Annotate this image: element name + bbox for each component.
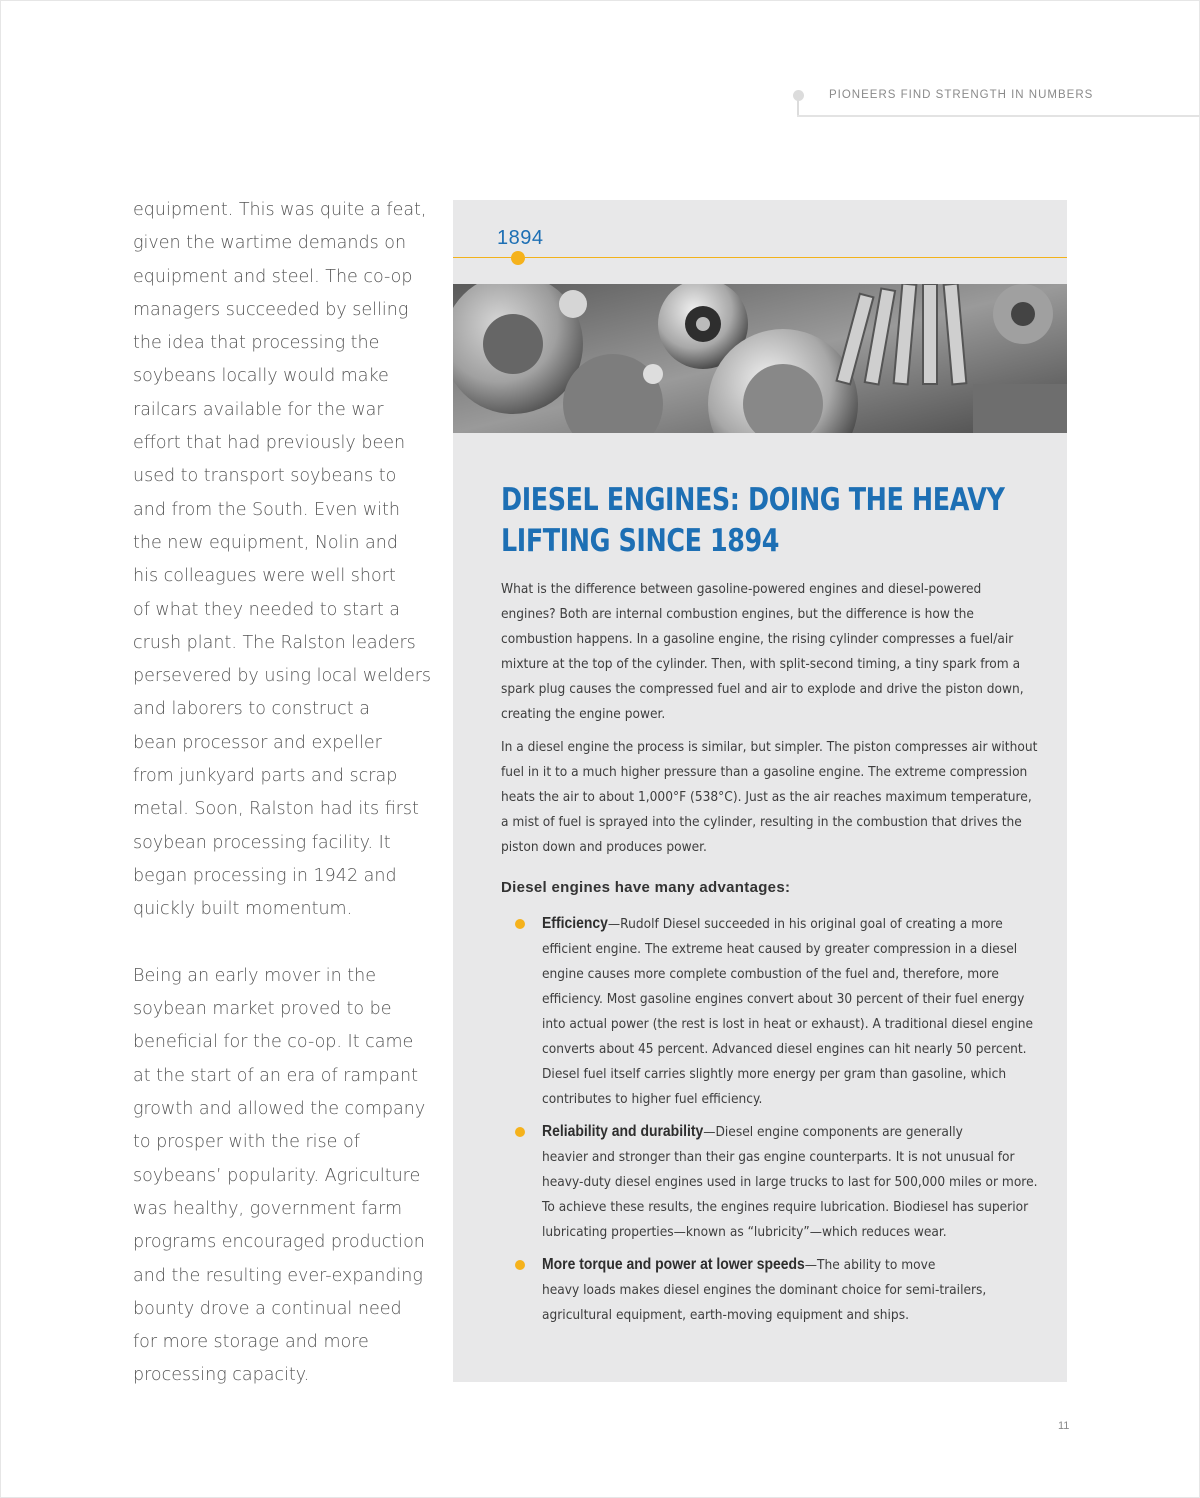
para-line: heavier and stronger than their gas engine counterparts. It is not unusual for (542, 1149, 1015, 1165)
body-line: soybean market proved to be (133, 999, 392, 1020)
diesel-sidebar (453, 200, 1067, 1382)
body-line: effort that had previously been (133, 433, 406, 454)
body-line: persevered by using local welders (133, 666, 432, 687)
para-line: What is the difference between gasoline-powered engines and diesel-powered (501, 581, 982, 597)
para-line: lubricating properties—known as “lubricity”—which reduces wear. (542, 1224, 947, 1240)
body-line: given the wartime demands on (133, 233, 407, 254)
bullet-dot (515, 919, 525, 929)
bullet-dot (515, 1127, 525, 1137)
body-line: at the start of an era of rampant (133, 1065, 418, 1086)
timeline-dot (511, 251, 525, 265)
body-line: and laborers to construct a (133, 699, 370, 720)
body-line: soybeans locally would make (133, 366, 389, 387)
advantage-reliability (542, 1119, 1038, 1245)
body-line: was healthy, government farm (133, 1198, 403, 1219)
diesel-process-paragraph (501, 735, 1038, 860)
body-line: for more storage and more (133, 1332, 369, 1353)
para-line: contributes to higher fuel efficiency. (542, 1091, 763, 1107)
body-line: bounty drove a continual need (133, 1298, 402, 1319)
body-line: beneficial for the co-op. It came (133, 1032, 414, 1053)
advantages-heading: Diesel engines have many advantages: (501, 879, 791, 896)
bullet-dot (515, 1260, 525, 1270)
body-line: soybean processing facility. It (133, 832, 391, 853)
title-line: LIFTING SINCE 1894 (501, 523, 780, 559)
body-line: used to transport soybeans to (133, 466, 397, 487)
engine-photo (453, 284, 1067, 433)
para-line: creating the engine power. (501, 706, 666, 722)
para-line: heats the air to about 1,000°F (538°C). Just as the air reaches maximum temperature, (501, 789, 1032, 805)
para-line: combustion happens. In a gasoline engine, the rising cylinder compresses a fuel/air (501, 631, 1014, 647)
title-line: DIESEL ENGINES: DOING THE HEAVY (501, 482, 1005, 518)
body-line: equipment and steel. The co-op (133, 266, 413, 287)
para-line: converts about 45 percent. Advanced diesel engines can hit nearly 50 percent. (542, 1041, 1027, 1057)
para-line: efficiency. Most gasoline engines convert about 30 percent of their fuel energy (542, 991, 1025, 1007)
para-line: a mist of fuel is sprayed into the cylinder, resulting in the combustion that drives the (501, 814, 1022, 830)
body-line: and the resulting ever-expanding (133, 1265, 423, 1286)
body-line: to prosper with the rise of (133, 1132, 360, 1153)
advantage-term: More torque and power at lower speeds (542, 1256, 805, 1273)
advantage-torque (542, 1252, 1010, 1328)
body-line: processing capacity. (133, 1365, 310, 1386)
body-line: soybeans’ popularity. Agriculture (133, 1165, 421, 1186)
body-line: from junkyard parts and scrap (133, 766, 398, 787)
para-line: piston down and produces power. (501, 839, 707, 855)
page-number: 11 (1058, 1420, 1070, 1432)
para-line: engines? Both are internal combustion engines, but the difference is how the (501, 606, 974, 622)
para-line: efficient engine. The extreme heat caused by greater compression in a diesel (542, 941, 1018, 957)
body-line: growth and allowed the company (133, 1099, 426, 1120)
advantage-term: Reliability and durability (542, 1123, 704, 1140)
paragraph-gap (133, 927, 423, 960)
body-line: of what they needed to start a (133, 599, 400, 620)
body-line: Being an early mover in the (133, 965, 376, 986)
body-line: and from the South. Even with (133, 499, 401, 520)
para-line: engine causes more complete combustion of the fuel and, therefore, more (542, 966, 999, 982)
para-line: agricultural equipment, earth-moving equipment and ships. (542, 1307, 909, 1323)
body-line: bean processor and expeller (133, 732, 382, 753)
para-line: fuel in it to a much higher pressure than a gasoline engine. The extreme compression (501, 764, 1028, 780)
body-line: managers succeeded by selling (133, 299, 409, 320)
body-line: quickly built momentum. (133, 899, 353, 920)
para-line: In a diesel engine the process is similar, but simpler. The piston compresses air without (501, 739, 1038, 755)
body-line: his colleagues were well short (133, 566, 396, 587)
para-line: heavy loads makes diesel engines the dominant choice for semi-trailers, (542, 1282, 987, 1298)
body-line: the new equipment, Nolin and (133, 532, 398, 553)
advantage-text: —Rudolf Diesel succeeded in his original goal of creating a more (607, 916, 1003, 932)
timeline-year: 1894 (497, 227, 544, 249)
para-line: into actual power (the rest is lost in heat or exhaust). A traditional diesel engine (542, 1016, 1034, 1032)
para-line: mixture at the top of the cylinder. Then, with split-second timing, a tiny spark from a (501, 656, 1021, 672)
advantage-efficiency (542, 911, 1034, 1112)
para-line: heavy-duty diesel engines used in large trucks to last for 500,000 miles or more. (542, 1174, 1038, 1190)
intro-paragraph (501, 577, 1024, 727)
body-line: programs encouraged production (133, 1232, 425, 1253)
body-line: railcars available for the war (133, 399, 384, 420)
body-line: equipment. This was quite a feat, (133, 200, 427, 220)
body-line: crush plant. The Ralston leaders (133, 632, 416, 653)
advantage-text: —The ability to move (804, 1257, 936, 1273)
body-line: metal. Soon, Ralston had its first (133, 799, 419, 820)
body-line: the idea that processing the (133, 333, 380, 354)
running-header: PIONEERS FIND STRENGTH IN NUMBERS (829, 89, 1094, 101)
header-rule-horizontal (797, 115, 1200, 117)
para-line: To achieve these results, the engines require lubrication. Biodiesel has superior (542, 1199, 1029, 1215)
para-line: spark plug causes the compressed fuel and air to explode and drive the piston down, (501, 681, 1024, 697)
para-line: Diesel fuel itself carries slightly more energy per gram than gasoline, which (542, 1066, 1007, 1082)
advantage-term: Efficiency (542, 915, 608, 932)
timeline-line (453, 257, 1067, 258)
body-text-column (133, 194, 432, 1393)
sidebar-title (501, 480, 1005, 562)
advantage-text: —Diesel engine components are generally (703, 1124, 963, 1140)
body-line: began processing in 1942 and (133, 865, 397, 886)
